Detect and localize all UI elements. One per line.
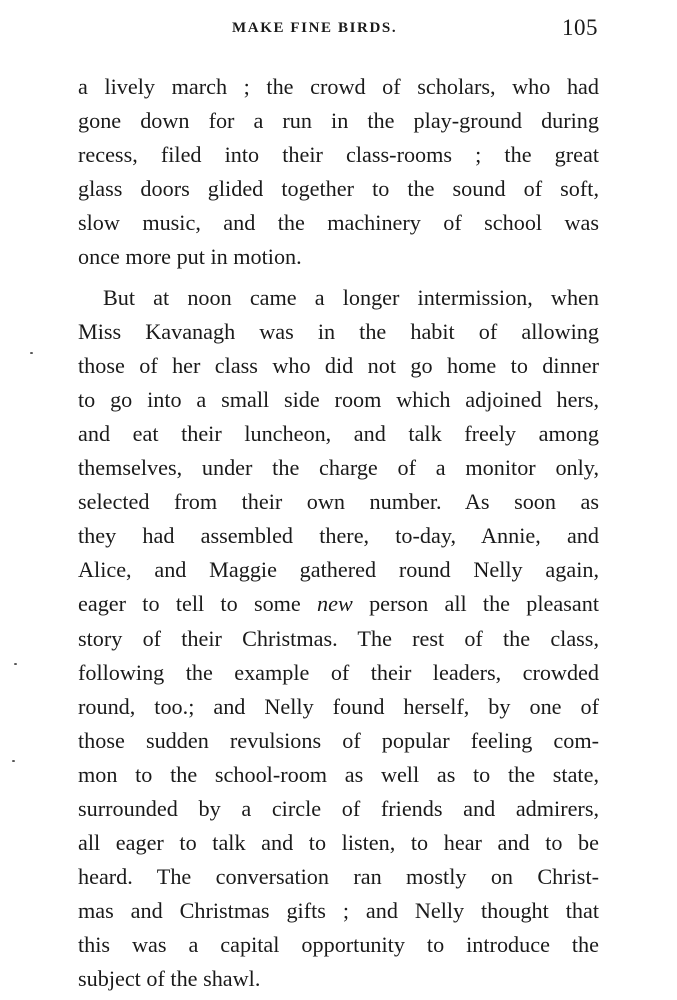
text-line: themselves, under the charge of a monitor only, <box>78 455 599 481</box>
margin-speck <box>30 352 33 354</box>
text-line: subject of the shawl. <box>78 966 261 992</box>
text-line: they had assembled there, to-day, Annie, and <box>78 523 599 549</box>
page-number: 105 <box>562 15 598 40</box>
text-line: glass doors glided together to the sound of soft, <box>78 176 599 202</box>
text-line: those of her class who did not go home to dinner <box>78 352 599 378</box>
text-line: and eat their luncheon, and talk freely among <box>78 420 599 446</box>
text-line: surrounded by a circle of friends and admirers, <box>78 795 599 821</box>
text-line: once more put in motion. <box>78 244 302 270</box>
text-line: mas and Christmas gifts ; and Nelly thought that <box>78 898 599 924</box>
text-line: following the example of their leaders, crowded <box>78 659 599 685</box>
text-line-with-italic: eager to tell to some new person all the pleasant <box>78 591 599 617</box>
text-line: mon to the school-room as well as to the state, <box>78 761 599 787</box>
text-line: Alice, and Maggie gathered round Nelly again, <box>78 557 599 583</box>
text-line: gone down for a run in the play-ground during <box>78 108 599 134</box>
text-line: to go into a small side room which adjoined hers, <box>78 386 599 412</box>
text-line: all eager to talk and to listen, to hear and to be <box>78 830 599 856</box>
body-text <box>78 70 599 997</box>
text-line: recess, filed into their class-rooms ; the great <box>78 142 599 168</box>
text-line: slow music, and the machinery of school was <box>78 210 599 236</box>
text-line: round, too.; and Nelly found herself, by one of <box>78 693 599 719</box>
running-head-title: MAKE FINE BIRDS. <box>232 20 398 36</box>
text-line: those sudden revulsions of popular feeling com- <box>78 727 599 753</box>
text-line: selected from their own number. As soon as <box>78 489 599 515</box>
paragraph-1 <box>78 70 599 275</box>
text-line: But at noon came a longer intermission, when <box>103 284 599 310</box>
text-line: this was a capital opportunity to introduce the <box>78 932 599 958</box>
text-line: story of their Christmas. The rest of the class, <box>78 625 599 651</box>
text-line: a lively march ; the crowd of scholars, who had <box>78 74 599 99</box>
text-line: heard. The conversation ran mostly on Christ- <box>78 864 599 890</box>
text-line: Miss Kavanagh was in the habit of allowing <box>78 318 599 344</box>
paragraph-2 <box>78 281 599 997</box>
italic-emphasis: new <box>317 591 353 617</box>
margin-speck <box>12 760 15 762</box>
margin-speck <box>14 663 17 665</box>
